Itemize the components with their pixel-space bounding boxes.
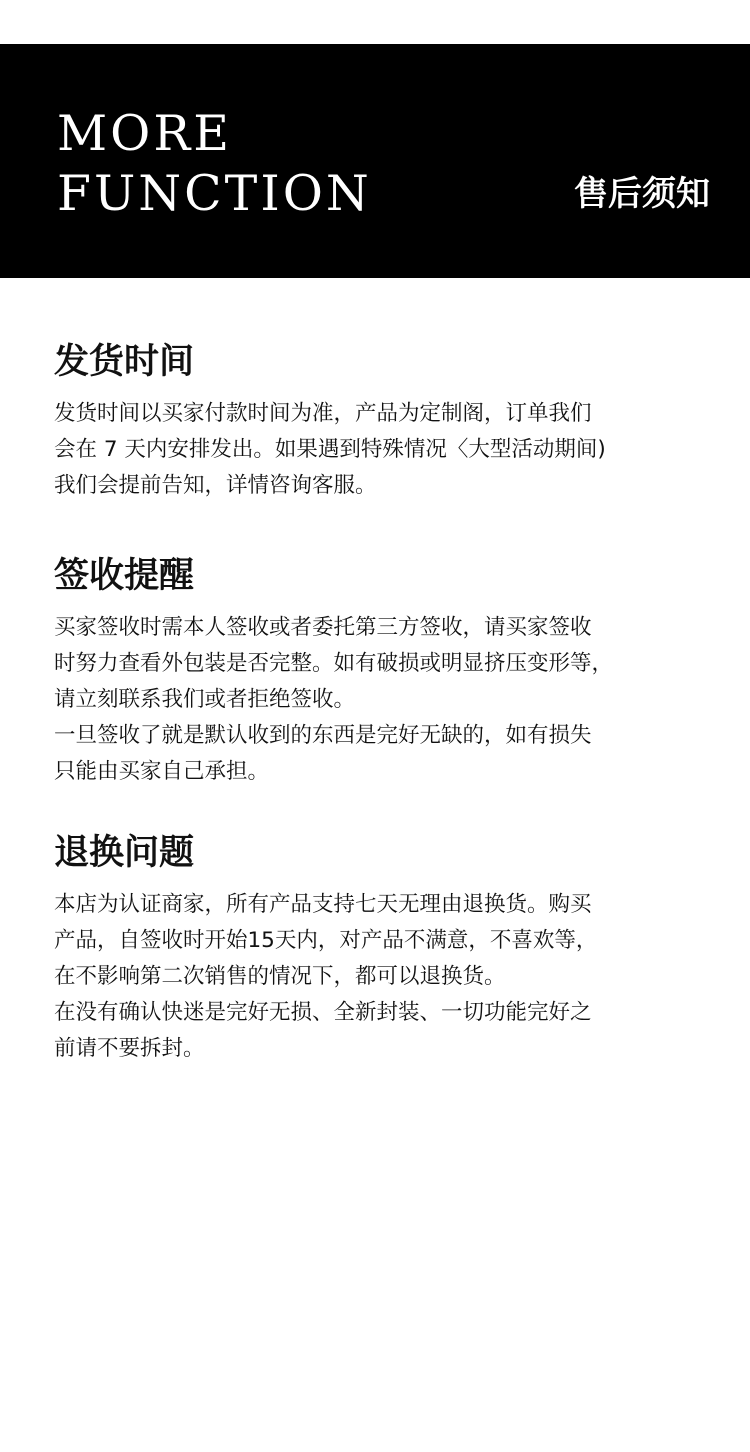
section-line: 一旦签收了就是默认收到的东西是完好无缺的，如有损失 [54,723,592,748]
section-receipt-reminder [54,552,704,790]
section-heading: 退换问题 [54,832,195,873]
banner-subtitle: 售后须知 [574,174,710,214]
section-shipping-time [54,338,704,504]
section-line: 请立刻联系我们或者拒绝签收。 [54,687,356,712]
section-returns-exchanges [54,829,704,1067]
section-line: 前请不要拆封。 [54,1036,205,1061]
banner-title-line-2: FUNCTION [57,165,372,222]
section-line: 本店为认证商家，所有产品支持七天无理由退换货。购买 [54,892,592,917]
section-line: 在不影响第二次销售的情况下，都可以退换货。 [54,964,506,989]
banner-title [57,104,372,224]
section-heading: 签收提醒 [54,555,195,596]
section-line: 在没有确认快迷是完好无损、全新封装、一切功能完好之 [54,1000,592,1025]
section-line: 产品，自签收时开始15天内，对产品不满意，不喜欢等， [54,928,598,953]
header-banner [0,44,750,278]
section-line: 时努力查看外包装是否完整。如有破损或明显挤压变形等， [54,651,614,676]
section-line: 会在 7 天内安排发出。如果遇到特殊情况〈大型活动期间) [54,437,606,462]
section-line: 买家签收时需本人签收或者委托第三方签收，请买家签收 [54,615,592,640]
section-line: 发货时间以买家付款时间为准，产品为定制阁，订单我们 [54,401,592,426]
section-heading: 发货时间 [54,341,195,382]
section-line: 只能由买家自己承担。 [54,759,270,784]
section-line: 我们会提前告知，详情咨询客服。 [54,473,377,498]
banner-title-line-1: MORE [57,105,233,162]
